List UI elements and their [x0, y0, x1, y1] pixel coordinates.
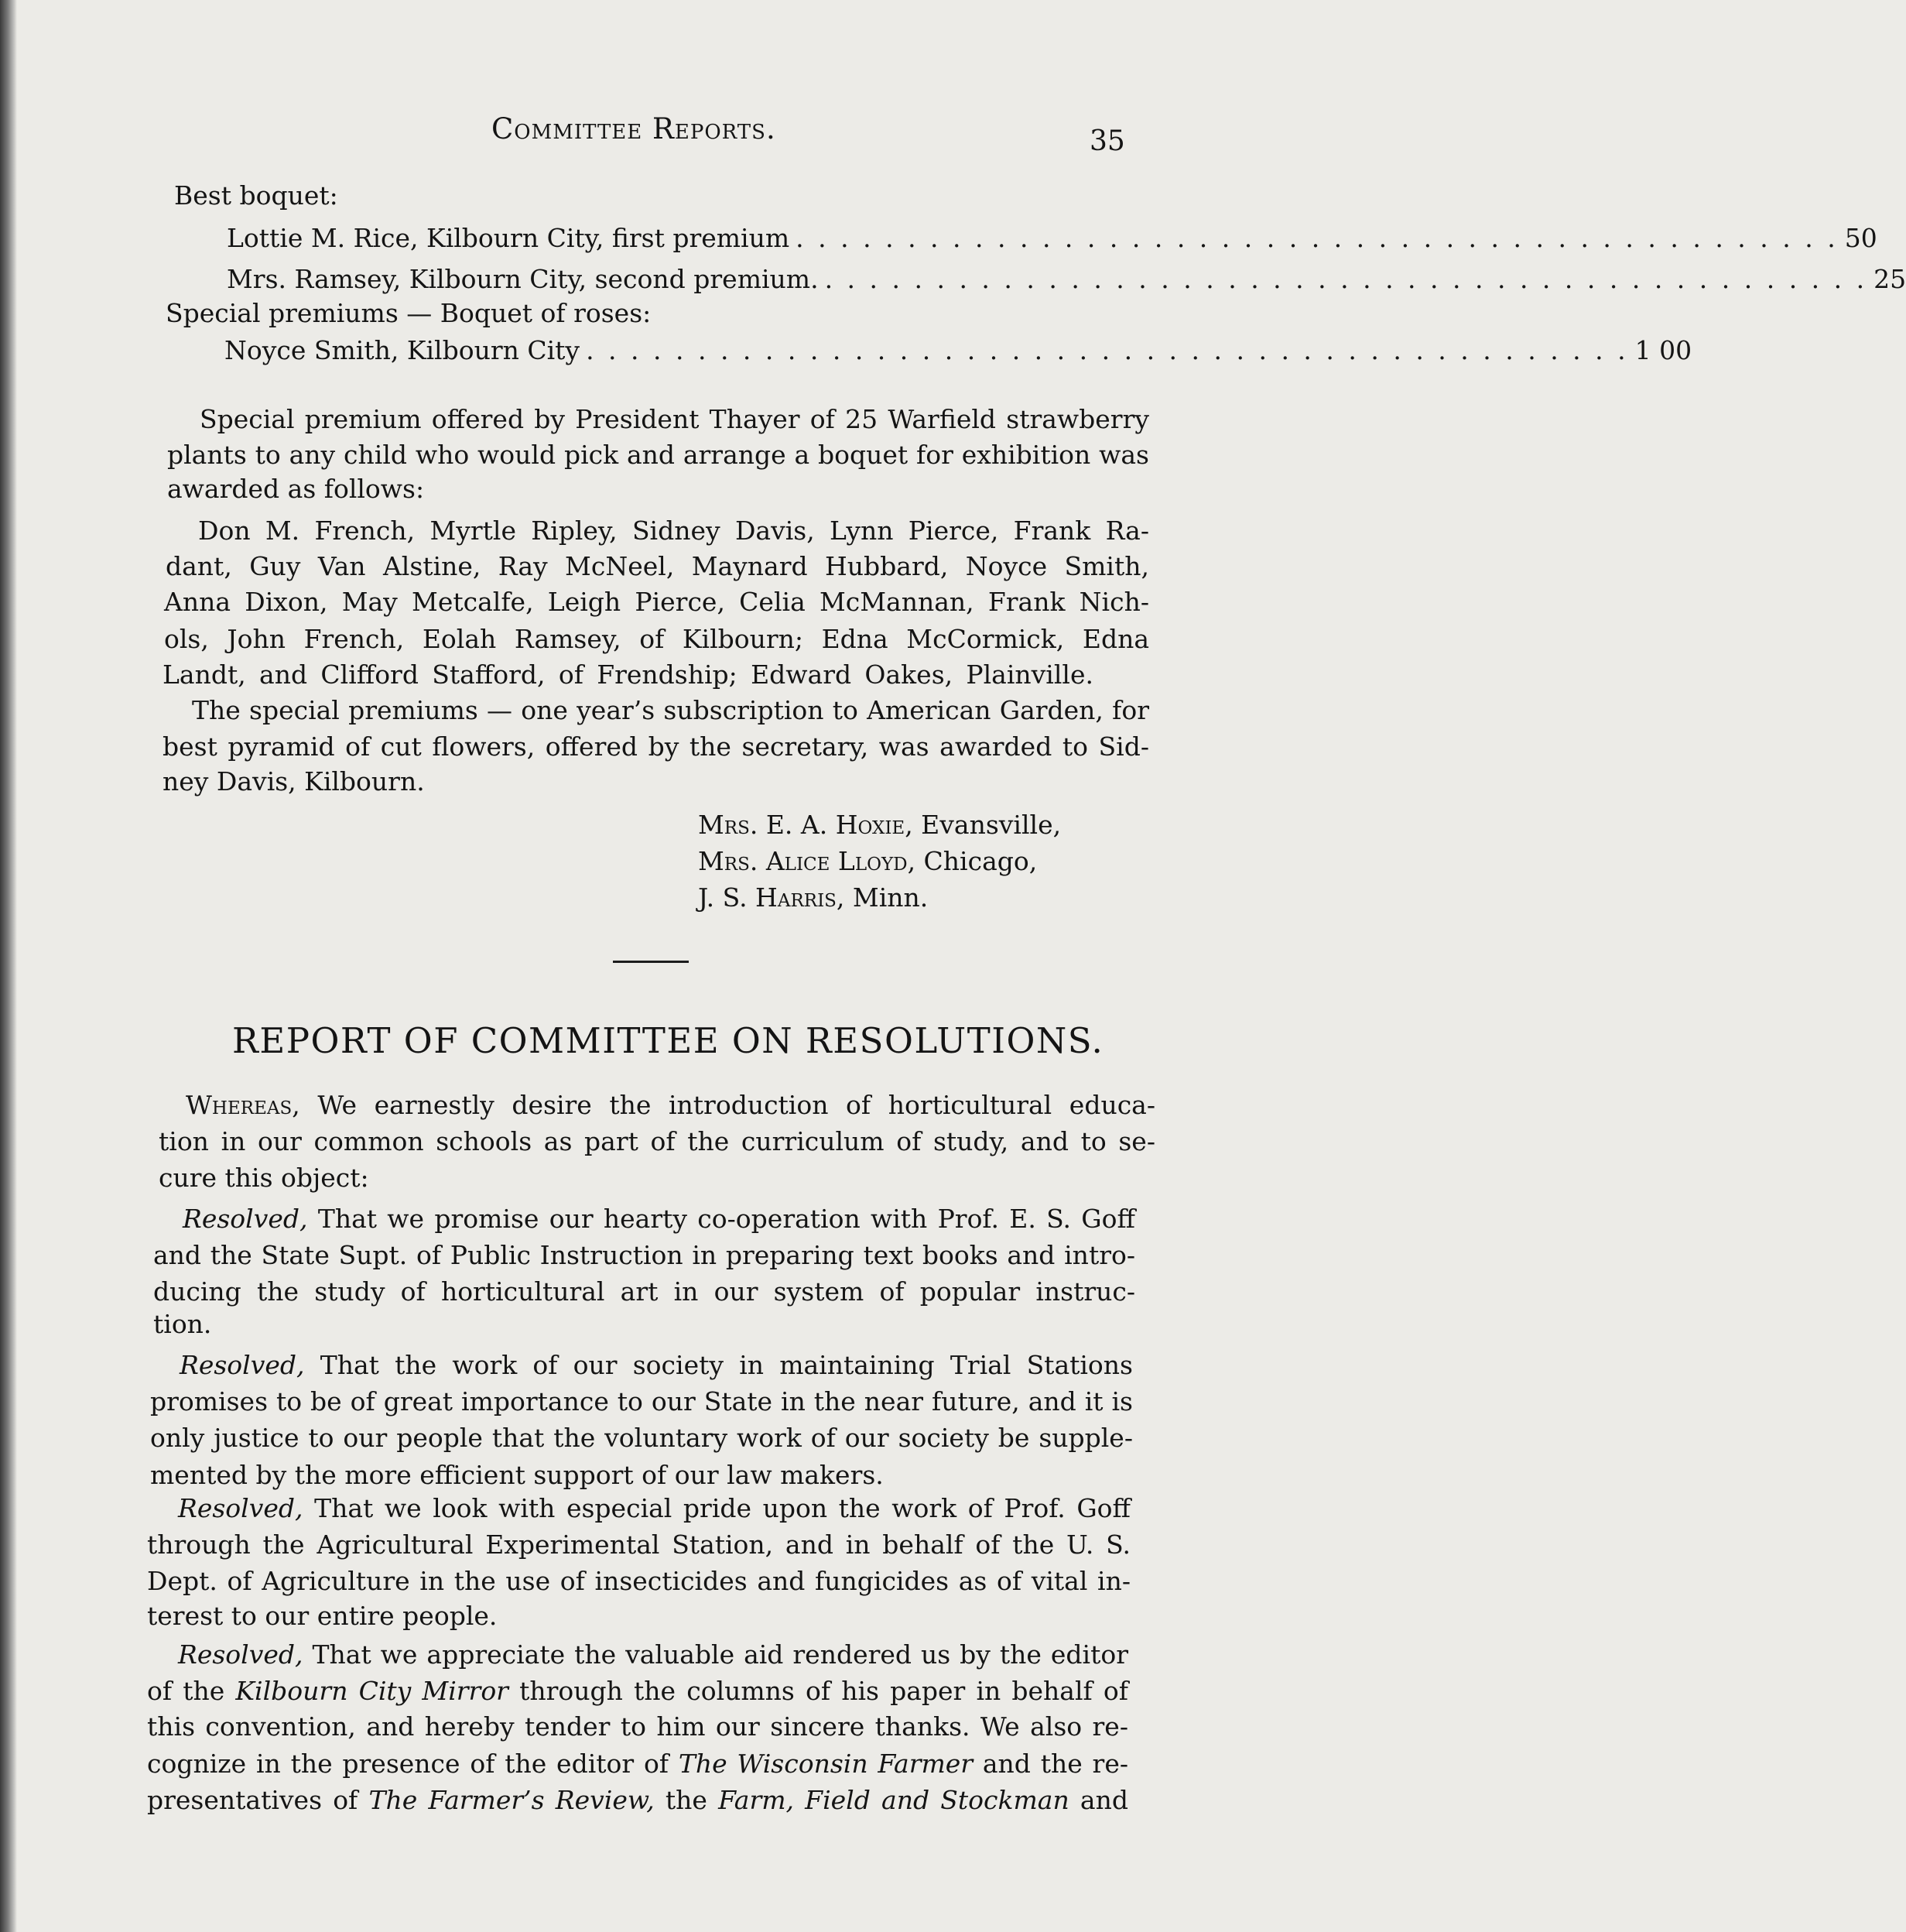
resolution-1-line: Resolved, That we promise our hearty co-operation with Prof. E. S. Goff [183, 1204, 1135, 1234]
award-row [227, 264, 1906, 294]
subscription-line: best pyramid of cut flowers, offered by the secretary, was awarded to Sid- [163, 731, 1149, 762]
award-recipient: Noyce Smith, Kilbourn City [224, 335, 580, 365]
leader-dots: . . . . . . . . . . . . . . . . . . . . . . . . . . . . . . . . . . . . . . . . . . . . . . . [824, 264, 1868, 294]
resolution-1-line: ducing the study of horticultural art in our system of popular instruc- [153, 1276, 1135, 1307]
special-premiums-heading: Special premiums — Boquet of roses: [166, 298, 652, 328]
paragraph-line: awarded as follows: [167, 474, 425, 504]
publication-title: The Wisconsin Farmer [678, 1749, 974, 1779]
section-title: REPORT OF COMMITTEE ON RESOLUTIONS. [232, 1020, 1104, 1061]
resolution-4-line: of the Kilbourn City Mirror through the columns of his paper in behalf of [147, 1676, 1128, 1706]
winners-line: Don M. French, Myrtle Ripley, Sidney Davis, Lynn Pierce, Frank Ra- [198, 516, 1149, 546]
subscription-line: The special premiums — one year’s subscription to American Garden, for [192, 695, 1149, 725]
resolved-lead: Resolved, [178, 1493, 303, 1523]
resolution-2-line: promises to be of great importance to our State in the near future, and it is [150, 1386, 1133, 1416]
award-amount: 1 00 [1634, 335, 1692, 365]
whereas-line: tion in our common schools as part of the curriculum of study, and to se- [159, 1126, 1155, 1156]
resolution-1-line: and the State Supt. of Public Instruction in preparing text books and intro- [153, 1240, 1135, 1270]
whereas-line: Whereas, We earnestly desire the introduction of horticultural educa- [186, 1090, 1155, 1120]
signatory-place: , Chicago, [907, 846, 1038, 876]
whereas-lead: Whereas, [186, 1090, 300, 1120]
signatory-place: , Minn. [836, 882, 929, 913]
resolved-lead: Resolved, [180, 1350, 305, 1380]
award-amount: 25 [1873, 264, 1906, 294]
award-amount: 50 [1844, 223, 1877, 253]
signature-line [698, 810, 1061, 840]
resolution-4-line: this convention, and hereby tender to him our sincere thanks. We also re- [147, 1711, 1128, 1742]
signatory-name: Mrs. E. A. Hoxie [698, 810, 905, 840]
resolution-2-line: mented by the more efficient support of our law makers. [150, 1460, 884, 1490]
page-number: 35 [1090, 125, 1125, 157]
paragraph-line: Special premium offered by President Thayer of 25 Warfield strawberry [200, 404, 1149, 434]
resolution-2-line: Resolved, That the work of our society in maintaining Trial Stations [180, 1350, 1133, 1380]
resolution-3-line: through the Agricultural Experimental Station, and in behalf of the U. S. [147, 1530, 1131, 1560]
award-row [224, 335, 1692, 365]
signatory-name: Mrs. Alice Lloyd [698, 846, 908, 876]
resolution-3-line: Dept. of Agriculture in the use of insecticides and fungicides as of vital in- [147, 1566, 1131, 1596]
resolution-3-line: Resolved, That we look with especial pride upon the work of Prof. Goff [178, 1493, 1131, 1523]
award-row [227, 223, 1877, 253]
paragraph-line: plants to any child who would pick and arrange a boquet for exhibition was [167, 440, 1149, 470]
winners-line: Landt, and Clifford Stafford, of Frendship; Edward Oakes, Plainville. [163, 659, 1093, 690]
resolution-4-line: presentatives of The Farmer’s Review, the Farm, Field and Stockman and [147, 1785, 1128, 1815]
leader-dots: . . . . . . . . . . . . . . . . . . . . . . . . . . . . . . . . . . . . . . . . . . . . . . . [796, 223, 1839, 253]
publication-title: The Farmer’s Review, [368, 1785, 655, 1815]
winners-line: dant, Guy Van Alstine, Ray McNeel, Maynard Hubbard, Noyce Smith, [166, 551, 1149, 581]
resolution-1-line: tion. [153, 1309, 212, 1339]
running-head: Committee Reports. [491, 112, 776, 146]
section-divider [613, 961, 689, 963]
resolution-4-line: cognize in the presence of the editor of The Wisconsin Farmer and the re- [147, 1749, 1128, 1779]
best-boquet-heading: Best boquet: [174, 180, 338, 211]
award-recipient: Mrs. Ramsey, Kilbourn City, second premium. [227, 264, 819, 294]
signatory-place: , Evansville, [905, 810, 1062, 840]
publication-title: Kilbourn City Mirror [235, 1676, 508, 1706]
award-recipient: Lottie M. Rice, Kilbourn City, first premium [227, 223, 790, 253]
winners-line: Anna Dixon, May Metcalfe, Leigh Pierce, Celia McMannan, Frank Nich- [164, 587, 1149, 617]
resolved-lead: Resolved, [183, 1204, 308, 1234]
signature-line [698, 846, 1037, 876]
resolved-lead: Resolved, [178, 1639, 303, 1670]
resolution-3-line: terest to our entire people. [147, 1601, 498, 1631]
signature-line [698, 882, 928, 913]
winners-line: ols, John French, Eolah Ramsey, of Kilbourn; Edna McCormick, Edna [164, 624, 1149, 654]
whereas-line: cure this object: [159, 1163, 369, 1193]
resolution-4-line: Resolved, That we appreciate the valuable aid rendered us by the editor [178, 1639, 1128, 1670]
resolution-2-line: only justice to our people that the voluntary work of our society be supple- [150, 1423, 1133, 1453]
publication-title: Farm, Field and Stockman [718, 1785, 1069, 1815]
subscription-line: ney Davis, Kilbourn. [163, 766, 425, 796]
leader-dots: . . . . . . . . . . . . . . . . . . . . . . . . . . . . . . . . . . . . . . . . . . . . . . . [586, 335, 1629, 365]
signatory-name: J. S. Harris [698, 882, 837, 913]
